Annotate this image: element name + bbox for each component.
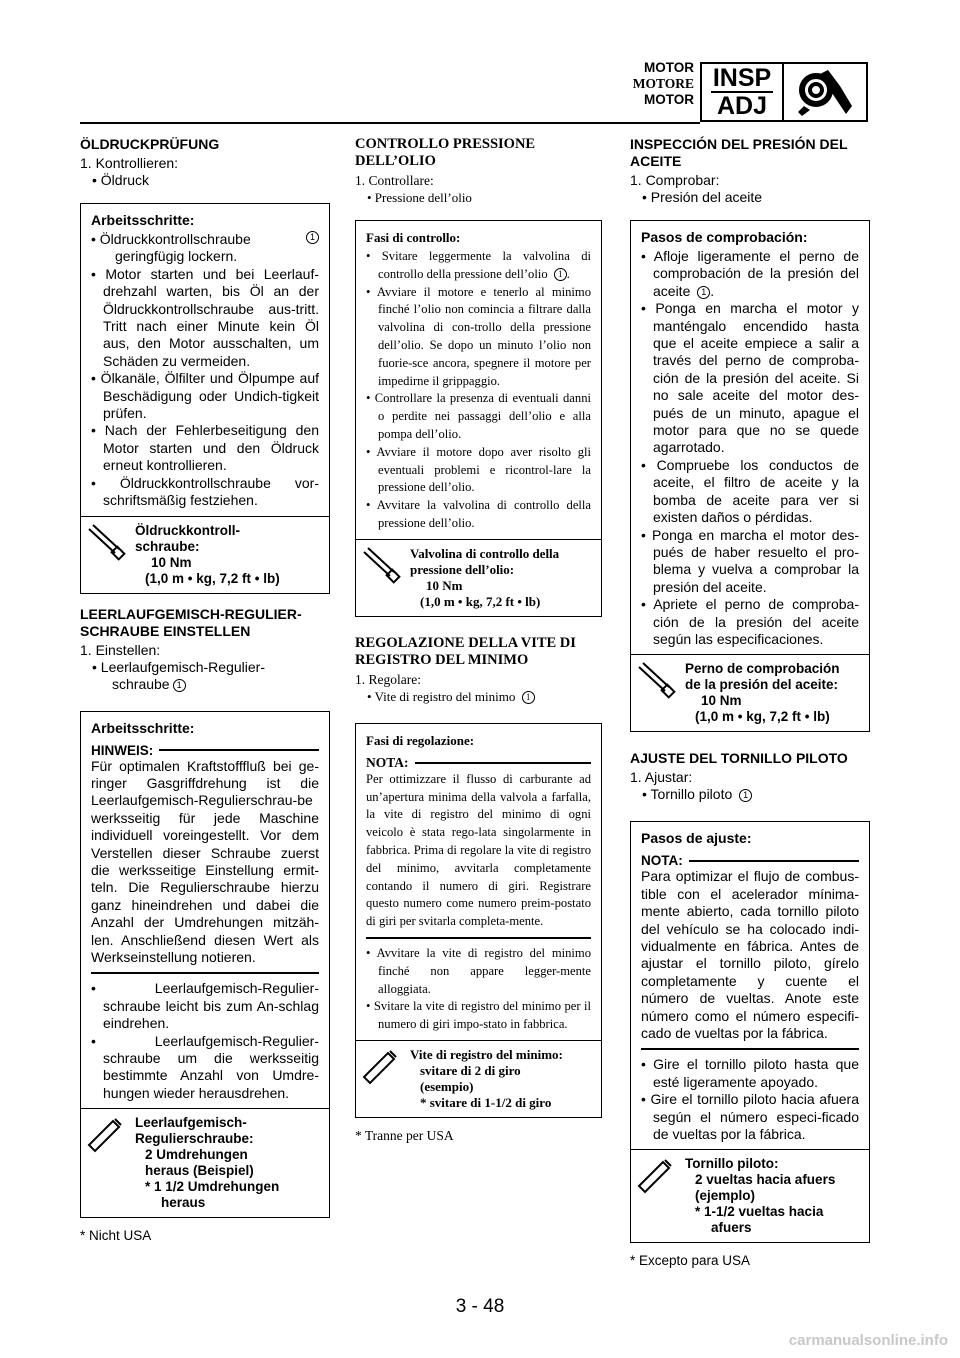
- section-title: CONTROLLO PRESSIONE DELL’OLIO: [355, 136, 536, 169]
- adjust-spec: [81, 1108, 329, 1217]
- procedure-heading: Pasos de ajuste:: [641, 830, 752, 847]
- badge-text: [702, 64, 784, 120]
- spec-line: 2 Umdrehungen: [145, 1147, 248, 1163]
- procedure-item: • Afloje ligeramente el perno de comprobación de la presión del aceite 1 .: [641, 248, 859, 299]
- spec-line: 10 Nm: [151, 554, 192, 570]
- watermark: carmanualsonline.info: [788, 1332, 948, 1349]
- spec-line: schraube:: [135, 538, 200, 554]
- spec-line: Valvolina di controllo della: [410, 545, 560, 561]
- column-german: [80, 130, 330, 1243]
- badge-bottom: ADJ: [716, 92, 767, 120]
- section-title: REGOLAZIONE DELLA VITE DI REGISTRO DEL MINIMO: [355, 634, 576, 668]
- spec-line: heraus: [161, 1195, 206, 1211]
- note-label: NOTA:: [366, 755, 591, 771]
- torque-spec: [631, 654, 869, 731]
- procedure-box: [355, 220, 602, 617]
- spec-line: 2 vueltas hacia afuers: [695, 1172, 836, 1188]
- procedure-item: • Avvitare la vite di registro del minimo finché non appare legger-mente alloggiata.: [366, 945, 591, 996]
- ref-number: 1: [554, 268, 567, 281]
- step-item: • Tornillo piloto 1: [630, 786, 870, 803]
- section-title: INSPECCIÓN DEL PRESIÓN DEL ACEITE: [630, 136, 848, 169]
- step-label: 1. Controllare:: [355, 173, 434, 188]
- procedure-item: • Leerlaufgemisch-Regulier-schraube leicht bis zum An-schlag eindrehen.: [91, 980, 319, 1032]
- spec-line: * svitare di 1-1/2 di giro: [420, 1094, 552, 1110]
- step-item: schraube 1: [80, 676, 330, 693]
- note-label: HINWEIS:: [91, 743, 319, 758]
- step-item: • Öldruck: [92, 172, 150, 188]
- procedure-item: • Ölkanäle, Ölfilter und Ölpumpe auf Beschädigung oder Undich-tigkeit prüfen.: [91, 370, 319, 422]
- note-text: Per ottimizzare il flusso di carburante ad un’apertura minima della valvola a farfalla, la vite di registro del minimo di ogni veicolo è stata rego-lata singolarmente in fabbrica. Prima di regolare la vite di registro del minimo, avvitarla completamente contando il numero di giri. Registrare questo numero come numero preim-postato di giri per svitarla completa-mente.: [366, 771, 591, 939]
- procedure-heading: Arbeitsschritte:: [91, 719, 195, 736]
- badge-top: INSP: [712, 64, 772, 92]
- footnote: * Excepto para USA: [630, 1253, 751, 1269]
- section-title: LEERLAUFGEMISCH-REGULIER- SCHRAUBE EINSTELLEN: [80, 605, 302, 639]
- screwdriver-icon: [360, 1047, 410, 1111]
- spec-line: 10 Nm: [426, 577, 463, 593]
- procedure-item: • Svitare leggermente la valvolina di controllo della pressione dell’olio 1 .: [366, 249, 591, 281]
- spec-line: Perno de comprobación: [685, 661, 840, 677]
- header-rule: [80, 122, 700, 124]
- procedure-item: • Avviare il motore dopo aver risolto gli eventuali problemi e ricontrol-lare la pressione dell’olio.: [366, 444, 591, 495]
- spec-line: * 1-1/2 vueltas hacia: [695, 1204, 824, 1220]
- torque-wrench-icon: [360, 546, 410, 610]
- procedure-item: • Avviare il motore e tenerlo al minimo finché l’olio non comincia a filtrare dalla valvolina di con-trollo della pressione dell’olio. Se dopo un minuto l’olio non fuorie-sce ancora, spegnere il motore per impedirne il grippaggio.: [366, 284, 591, 388]
- procedure-box: [630, 821, 870, 1243]
- step-label: 1. Comprobar:: [630, 172, 720, 188]
- spec-line: (1,0 m • kg, 7,2 ft • lb): [145, 570, 280, 586]
- torque-wrench-icon: [85, 523, 135, 587]
- insp-adj-badge: [700, 62, 868, 122]
- procedure-item: • Öldruckkontrollschraube vor-schriftsmäßig festziehen.: [91, 474, 319, 509]
- section-label-es: MOTOR: [644, 92, 694, 107]
- page-number: 3 - 48: [455, 1296, 505, 1317]
- procedure-item: • Nach der Fehlerbeseitigung den Motor starten und den Öldruck erneut kontrollieren.: [91, 422, 319, 474]
- step-label: 1. Einstellen:: [80, 641, 161, 658]
- procedure-item: • Avvitare la valvolina di controllo della pressione dell’olio.: [366, 498, 591, 530]
- procedure-item: • Apriete el perno de comproba-ción de la presión del aceite según las especificaciones.: [641, 596, 859, 647]
- screwdriver-icon: [635, 1156, 685, 1236]
- column-spanish: [630, 130, 870, 1268]
- procedure-item: • Gire el tornillo piloto hasta que esté ligeramente apoyado.: [641, 1056, 859, 1090]
- note-text: Für optimalen Kraftstofffluß bei ge-ringer Gasgriffdrehung ist die Leerlaufgemisch-Regulierschrau-be werksseitig für jede Maschine individuell voreingestellt. Vor dem Verstellen dieser Schraube zuerst die werksseitige Einstellung ermit-teln. Die Regulierschraube hierzu ganz hineindrehen und dabei die Anzahl der Umdrehungen mitzäh-len. Anschließend diesen Wert als Werkseinstellung notieren.: [91, 758, 319, 975]
- note-text: Para optimizar el flujo de combus-tible con el acelerador mínima-mente abierto, cada tornillo piloto del vehículo se ha colocado indi-vidualmente en fábrica. Antes de ajustar el tornillo piloto, gírelo completamente y cuente el número de vueltas. Anote este número como el número especifi-cado de vueltas por la fábrica.: [641, 868, 859, 1050]
- spec-line: Vite di registro del minimo:: [410, 1046, 563, 1062]
- step-item: • Leerlaufgemisch-Regulier-: [92, 658, 265, 675]
- procedure-heading: Pasos de comprobación:: [641, 229, 808, 245]
- procedure-item: • Svitare la vite di registro del minimo per il numero di giri impo-stato in fabbrica.: [366, 999, 591, 1032]
- footnote: * Nicht USA: [80, 1228, 152, 1244]
- spec-line: pressione dell’olio:: [410, 561, 515, 577]
- procedure-box: [355, 723, 602, 1118]
- procedure-heading: Fasi di regolazione:: [366, 732, 475, 748]
- step-item: • Pressione dell’olio: [367, 190, 472, 205]
- wrench-icon: [784, 64, 866, 120]
- ref-number: 1: [306, 231, 319, 244]
- procedure-box: [80, 203, 330, 594]
- screwdriver-icon: [85, 1115, 135, 1211]
- spec-line: Leerlaufgemisch-: [135, 1115, 247, 1131]
- ref-number: 1: [739, 789, 752, 802]
- note-label: NOTA:: [641, 853, 859, 868]
- ref-number: 1: [522, 691, 535, 704]
- procedure-item: geringfügig lockern.: [115, 248, 238, 265]
- spec-line: de la presión del aceite:: [685, 677, 839, 693]
- adjust-spec: [631, 1149, 869, 1242]
- step-item: • Presión del aceite: [642, 189, 763, 205]
- procedure-heading: Fasi di controllo:: [366, 230, 461, 245]
- section-label: [600, 60, 694, 108]
- spec-line: svitare di 2 di giro: [420, 1062, 521, 1078]
- spec-line: * 1 1/2 Umdrehungen: [145, 1179, 280, 1195]
- torque-spec: [81, 516, 329, 593]
- step-item: • Vite di registro del minimo 1: [355, 688, 602, 705]
- procedure-box: [80, 711, 330, 1219]
- section-label-it: MOTORE: [632, 76, 694, 91]
- section-title: ÖLDRUCKPRÜFUNG: [80, 136, 220, 152]
- procedure-item: • Motor starten und bei Leerlauf-drehzahl warten, bis Öl an der Öldruckkontrollschraube aus-tritt. Tritt nach einer Minute kein Öl aus, den Motor ausschalten, um Schäden zu vermeiden.: [91, 265, 319, 369]
- procedure-box: [630, 220, 870, 732]
- procedure-item: • Ponga en marcha el motor y manténgalo encendido hasta que el aceite empiece a salir a través del perno de comproba-ción de la presión del aceite. Si no sale aceite del motor des-pués de un minuto, apague el motor para que no se quede agarrotado.: [641, 300, 859, 456]
- step-label: 1. Kontrollieren:: [80, 155, 179, 171]
- procedure-item: • Gire el tornillo piloto hacia afuera según el número especi-ficado de vueltas por la fábrica.: [641, 1091, 859, 1143]
- column-italian: [355, 130, 602, 1144]
- footnote: * Tranne per USA: [355, 1127, 454, 1143]
- spec-line: Tornillo piloto:: [685, 1156, 779, 1172]
- procedure-item: • Leerlaufgemisch-Regulier-schraube um die werksseitig bestimmte Anzahl von Umdre-hungen wieder herausdrehen.: [91, 1032, 319, 1101]
- procedure-item: • Compruebe los conductos de aceite, el filtro de aceite y la bomba de aceite para ver si existen daños o pérdidas.: [641, 456, 859, 526]
- step-label: 1. Ajustar:: [630, 769, 693, 786]
- procedure-item: • Controllare la presenza di eventuali danni o perdite nei passaggi dell’olio e alla pompa dell’olio.: [366, 391, 591, 441]
- spec-line: Öldruckkontroll-: [135, 522, 241, 538]
- spec-line: (1,0 m • kg, 7,2 ft • lb): [420, 593, 541, 609]
- procedure-item: • Ponga en marcha el motor des-pués de haber resuelto el pro-blema y vuelva a comprobar la presión del aceite.: [641, 526, 859, 595]
- spec-line: heraus (Beispiel): [145, 1163, 254, 1179]
- adjust-spec: [356, 1040, 601, 1117]
- section-title: AJUSTE DEL TORNILLO PILOTO: [630, 750, 848, 767]
- torque-wrench-icon: [635, 661, 685, 725]
- step-label: 1. Regolare:: [355, 671, 421, 687]
- spec-line: afuers: [711, 1220, 752, 1236]
- torque-spec: [356, 539, 601, 616]
- section-label-de: MOTOR: [644, 60, 694, 75]
- spec-line: Regulierschraube:: [135, 1131, 254, 1147]
- ref-number: 1: [697, 286, 710, 299]
- spec-line: 10 Nm: [701, 693, 742, 709]
- procedure-heading: Arbeitsschritte:: [91, 212, 195, 228]
- spec-line: (1,0 m • kg, 7,2 ft • lb): [695, 709, 830, 725]
- procedure-item: • Öldruckkontrollschraube 1: [91, 231, 319, 248]
- spec-line: (esempio): [420, 1078, 474, 1094]
- spec-line: (ejemplo): [695, 1188, 756, 1204]
- ref-number: 1: [173, 679, 186, 692]
